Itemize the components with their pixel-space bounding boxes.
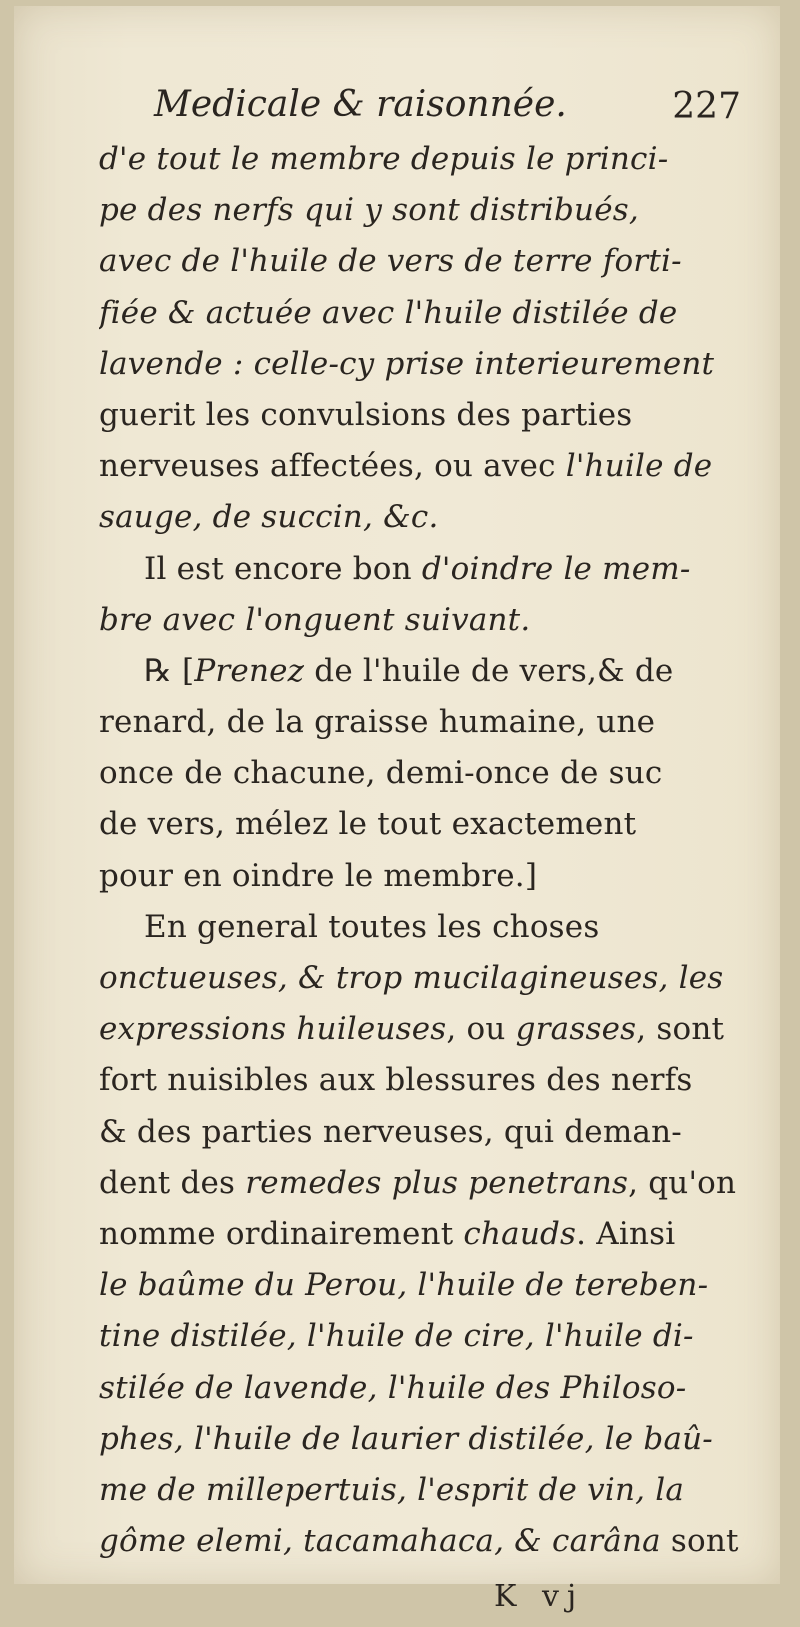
- text-line: [99, 390, 749, 441]
- italic-text: d'oindre le mem-: [421, 550, 691, 587]
- body-text: [99, 134, 749, 1567]
- roman-text: , sont: [636, 1011, 725, 1048]
- italic-text: gôme elemi, tacamahaca, & carâna: [99, 1523, 661, 1560]
- text-line: [99, 595, 749, 646]
- text-line: [99, 697, 749, 748]
- roman-text: ℞ [: [144, 652, 195, 689]
- roman-text: & des parties nerveuses, qui deman-: [99, 1113, 682, 1150]
- text-line: [99, 953, 749, 1004]
- text-line: [99, 1465, 749, 1516]
- text-line: [99, 1055, 749, 1106]
- roman-text: , qu'on: [628, 1164, 737, 1201]
- roman-text: nerveuses affectées, ou avec: [99, 448, 566, 485]
- text-line: [99, 185, 749, 236]
- roman-text: de l'huile de vers,& de: [304, 652, 674, 689]
- text-line: [99, 492, 749, 543]
- text-line: [99, 1516, 749, 1567]
- book-page: [14, 6, 780, 1615]
- roman-text: dent des: [99, 1164, 246, 1201]
- italic-text: pe des nerfs qui y sont distribués,: [99, 192, 639, 229]
- italic-text: phes, l'huile de laurier distilée, le baû-: [99, 1420, 713, 1457]
- italic-text: fiée & actuée avec l'huile distilée de: [99, 294, 678, 331]
- roman-text: sont: [660, 1523, 739, 1560]
- text-line: [99, 748, 749, 799]
- running-title: Medicale & raisonnée.: [154, 84, 567, 125]
- signature-mark: K vj: [494, 1579, 585, 1615]
- roman-text: , ou: [446, 1011, 516, 1048]
- text-line: [99, 544, 749, 595]
- page-text: [99, 78, 749, 1627]
- italic-text: d'e tout le membre depuis le princi-: [99, 141, 669, 177]
- italic-text: grasses: [515, 1011, 637, 1048]
- text-line: [99, 1363, 749, 1414]
- roman-text: . Ainsi: [576, 1215, 676, 1252]
- roman-text: nomme ordinairement: [99, 1215, 464, 1252]
- italic-text: tine distilée, l'huile de cire, l'huile di-: [99, 1318, 694, 1355]
- italic-text: avec de l'huile de vers de terre forti-: [99, 243, 682, 280]
- text-line: [99, 1158, 749, 1209]
- text-line: [99, 646, 749, 697]
- italic-text: onctueuses, & trop mucilagineuses, les: [99, 960, 724, 996]
- roman-text: guerit les convulsions des parties: [99, 396, 633, 433]
- roman-text: Il est encore bon: [144, 550, 422, 587]
- text-line: [99, 799, 749, 850]
- text-line: [99, 1260, 749, 1311]
- text-line: [99, 902, 749, 953]
- italic-text: stilée de lavende, l'huile des Philoso-: [99, 1369, 687, 1406]
- italic-text: Prenez: [194, 652, 305, 689]
- text-line: [99, 441, 749, 492]
- roman-text: fort nuisibles aux blessures des nerfs: [99, 1062, 693, 1099]
- text-line: [99, 1311, 749, 1362]
- italic-text: remedes plus penetrans: [245, 1164, 629, 1201]
- page-number: 227: [672, 86, 741, 127]
- italic-text: lavende : celle-cy prise interieurement: [99, 345, 715, 382]
- italic-text: chauds: [463, 1215, 577, 1252]
- text-line: [99, 1414, 749, 1465]
- italic-text: me de millepertuis, l'esprit de vin, la: [99, 1471, 685, 1508]
- text-line: [99, 851, 749, 902]
- text-line: [99, 288, 749, 339]
- italic-text: bre avec l'onguent suivant.: [99, 601, 531, 638]
- roman-text: once de chacune, demi-once de suc: [99, 755, 663, 792]
- italic-text: sauge, de succin, &c.: [99, 499, 439, 536]
- running-header: [99, 78, 749, 134]
- text-line: [99, 1209, 749, 1260]
- italic-text: le baûme du Perou, l'huile de tereben-: [99, 1267, 709, 1304]
- text-line: [99, 236, 749, 287]
- roman-text: pour en oindre le membre.]: [99, 857, 538, 894]
- roman-text: renard, de la graisse humaine, une: [99, 704, 656, 741]
- roman-text: de vers, mélez le tout exactement: [99, 806, 637, 843]
- italic-text: expressions huileuses: [99, 1011, 447, 1048]
- text-line: [99, 1107, 749, 1158]
- roman-text: En general toutes les choses: [144, 908, 600, 945]
- text-line: [99, 339, 749, 390]
- text-line: [99, 134, 749, 185]
- italic-text: l'huile de: [565, 448, 713, 485]
- text-line: [99, 1004, 749, 1055]
